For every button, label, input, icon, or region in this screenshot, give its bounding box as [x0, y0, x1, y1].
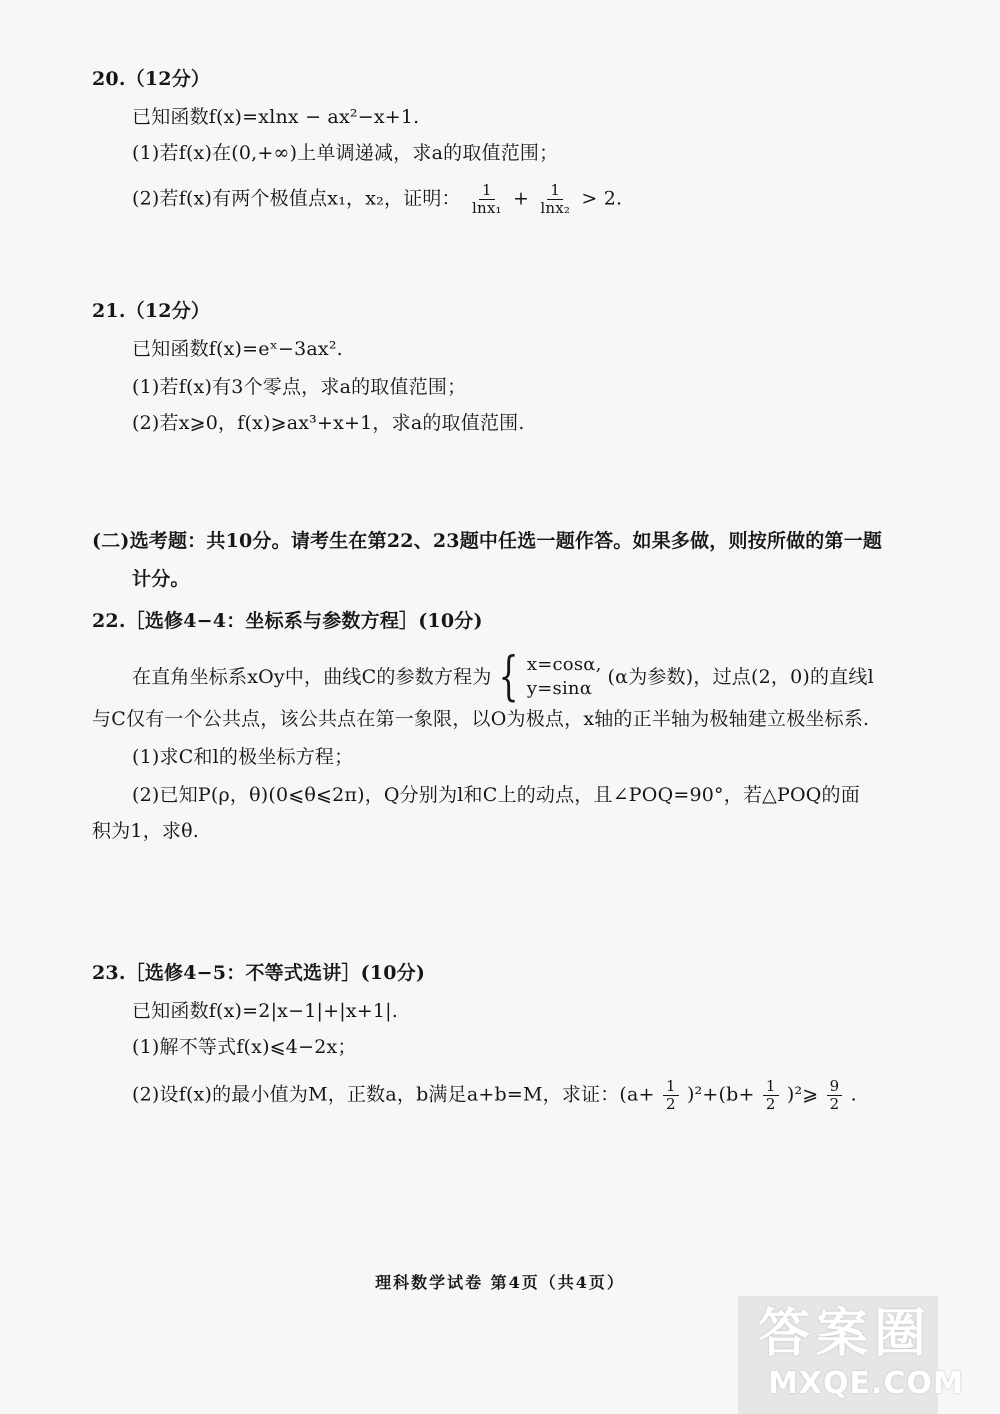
watermark [738, 1296, 964, 1414]
q22-line1-prefix: 在直角坐标系xOy中，曲线C的参数方程为 [132, 666, 492, 688]
q23-half-a [663, 1078, 679, 1113]
q20-header: 20.（12分） [92, 68, 211, 90]
page-footer: 理科数学试卷 第4页（共4页） [375, 1273, 625, 1292]
q23-half-b-num: 1 [763, 1078, 779, 1096]
q23-half-b-den: 2 [765, 1095, 776, 1113]
q20-part2-prefix: (2)若f(x)有两个极值点x₁，x₂，证明： [132, 187, 461, 210]
q21-stem: 已知函数f(x)=eˣ−3ax². [132, 338, 343, 360]
q22-part1: (1)求C和l的极坐标方程； [132, 746, 354, 768]
q20-part1: (1)若f(x)在(0,+∞)上单调递减，求a的取值范围； [132, 142, 559, 164]
q20-frac1-den: lnx₁ [472, 199, 502, 217]
q20-frac1-num: 1 [479, 182, 495, 200]
watermark-logo-text: 答案圈 [758, 1304, 933, 1364]
q22-part2-line1: (2)已知P(ρ，θ)(0⩽θ⩽2π)，Q分别为l和C上的动点，且∠POQ=90°，若△POQ的面 [132, 784, 860, 806]
q23-half-a-den: 2 [665, 1095, 676, 1113]
q23-part2-end: . [850, 1083, 857, 1106]
q22-sys-bottom: y=sinα [526, 678, 593, 699]
q20-part2-suffix: > 2. [581, 187, 623, 210]
q23-nine-num: 9 [827, 1078, 843, 1096]
q22-header: 22.［选修4−4：坐标系与参数方程］(10分) [92, 610, 483, 632]
q21-part1: (1)若f(x)有3个零点，求a的取值范围； [132, 376, 467, 398]
q23-nine-halves [827, 1078, 843, 1113]
q23-stem: 已知函数f(x)=2|x−1|+|x+1|. [132, 1000, 398, 1022]
brace-symbol: { [498, 647, 519, 707]
q23-nine-den: 2 [829, 1095, 840, 1113]
q22-line1 [132, 648, 874, 706]
q23-part1: (1)解不等式f(x)⩽4−2x； [132, 1036, 357, 1058]
q22-line1-suffix: (α为参数)，过点(2，0)的直线l [607, 666, 874, 688]
q20-fraction-1 [469, 182, 505, 217]
q23-part2-mid: )²+(b+ [686, 1083, 755, 1106]
q23-part2-prefix: (2)设f(x)的最小值为M，正数a，b满足a+b=M，求证：(a+ [132, 1083, 655, 1106]
q22-parametric-system [527, 653, 602, 701]
q23-header: 23.［选修4−5：不等式选讲］(10分) [92, 962, 426, 984]
q20-plus: + [513, 187, 530, 210]
q23-half-b [763, 1078, 779, 1113]
q21-part2: (2)若x⩾0，f(x)⩾ax³+x+1，求a的取值范围. [132, 412, 525, 434]
q20-stem: 已知函数f(x)=xlnx − ax²−x+1. [132, 106, 420, 128]
q23-part2-mid2: )²⩾ [786, 1083, 819, 1106]
q23-half-a-num: 1 [663, 1078, 679, 1096]
q23-part2 [132, 1078, 857, 1113]
q21-header: 21.（12分） [92, 300, 211, 322]
watermark-url: MXQE.COM [768, 1366, 964, 1401]
q20-part2 [132, 182, 622, 217]
q22-line2: 与C仅有一个公共点，该公共点在第一象限，以O为极点，x轴的正半轴为极轴建立极坐标系. [92, 708, 870, 730]
section2-line2: 计分。 [132, 568, 190, 590]
q22-sys-top: x=cosα, [526, 654, 602, 675]
section2-line1: (二)选考题：共10分。请考生在第22、23题中任选一题作答。如果多做，则按所做的第一题 [92, 530, 883, 552]
q20-frac2-num: 1 [547, 182, 563, 200]
q20-frac2-den: lnx₂ [540, 199, 571, 217]
q22-part2-line2: 积为1，求θ. [92, 820, 199, 842]
q20-fraction-2 [537, 182, 573, 217]
